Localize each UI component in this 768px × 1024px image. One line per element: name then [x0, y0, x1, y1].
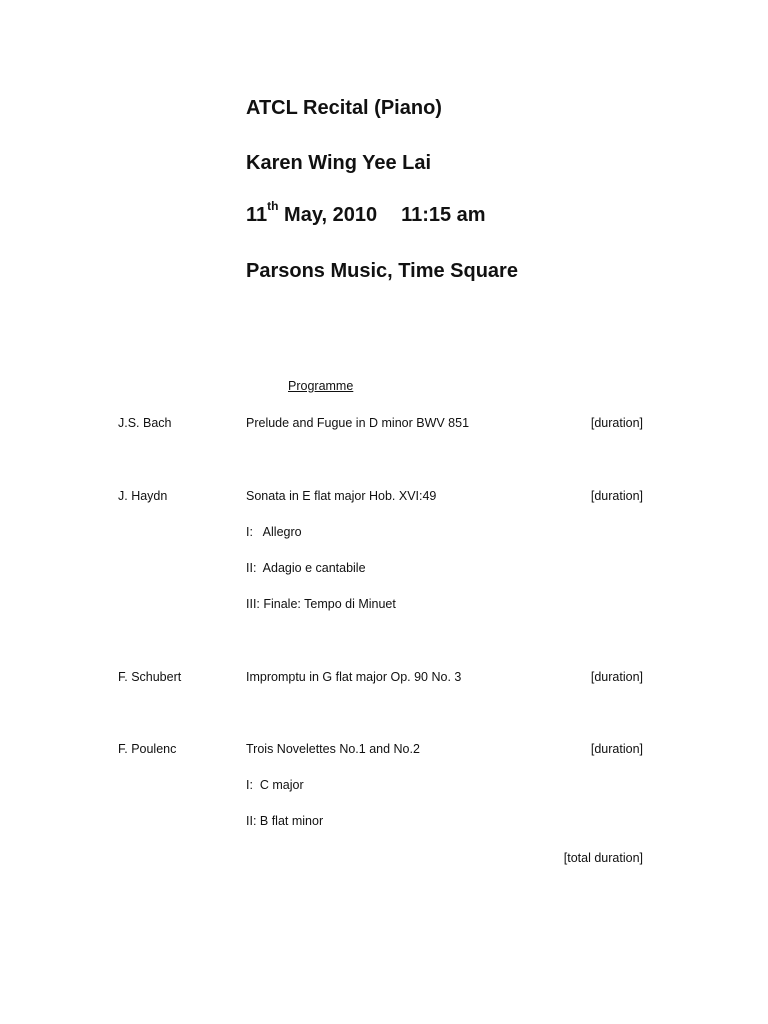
work-duration: [duration] [590, 416, 643, 430]
movement-row [0, 523, 768, 541]
composer-name: J.S. Bach [118, 416, 172, 430]
date-month-year: May, 2010 [278, 204, 378, 226]
recital-time: 11:15 am [401, 204, 486, 226]
work-duration: [duration] [590, 742, 643, 756]
movement-row [0, 812, 768, 830]
date-day: 11 [246, 204, 268, 226]
recital-date-time [246, 199, 486, 227]
programme-row [0, 740, 768, 758]
work-title: Prelude and Fugue in D minor BWV 851 [246, 416, 470, 430]
recital-title: ATCL Recital (Piano) [246, 97, 442, 119]
movement-row [0, 595, 768, 613]
composer-name: J. Haydn [118, 489, 168, 503]
programme-row [0, 668, 768, 686]
movement-title: II: Adagio e cantabile [246, 561, 366, 575]
movement-row [0, 776, 768, 794]
recital-venue: Parsons Music, Time Square [246, 260, 518, 282]
work-title: Trois Novelettes No.1 and No.2 [246, 742, 420, 756]
work-title: Impromptu in G flat major Op. 90 No. 3 [246, 670, 462, 684]
date-suffix: th [267, 199, 279, 214]
total-duration: [total duration] [563, 851, 643, 865]
work-title: Sonata in E flat major Hob. XVI:49 [246, 489, 437, 503]
movement-title: II: B flat minor [246, 814, 324, 828]
programme-row [0, 487, 768, 505]
composer-name: F. Poulenc [118, 742, 177, 756]
composer-name: F. Schubert [118, 670, 182, 684]
programme-row [0, 414, 768, 432]
performer-name: Karen Wing Yee Lai [246, 152, 432, 174]
movement-title: I: Allegro [246, 525, 302, 539]
movement-title: I: C major [246, 778, 304, 792]
movement-title: III: Finale: Tempo di Minuet [246, 597, 396, 611]
work-duration: [duration] [590, 670, 643, 684]
movement-row [0, 559, 768, 577]
work-duration: [duration] [590, 489, 643, 503]
programme-heading: Programme [288, 379, 354, 393]
